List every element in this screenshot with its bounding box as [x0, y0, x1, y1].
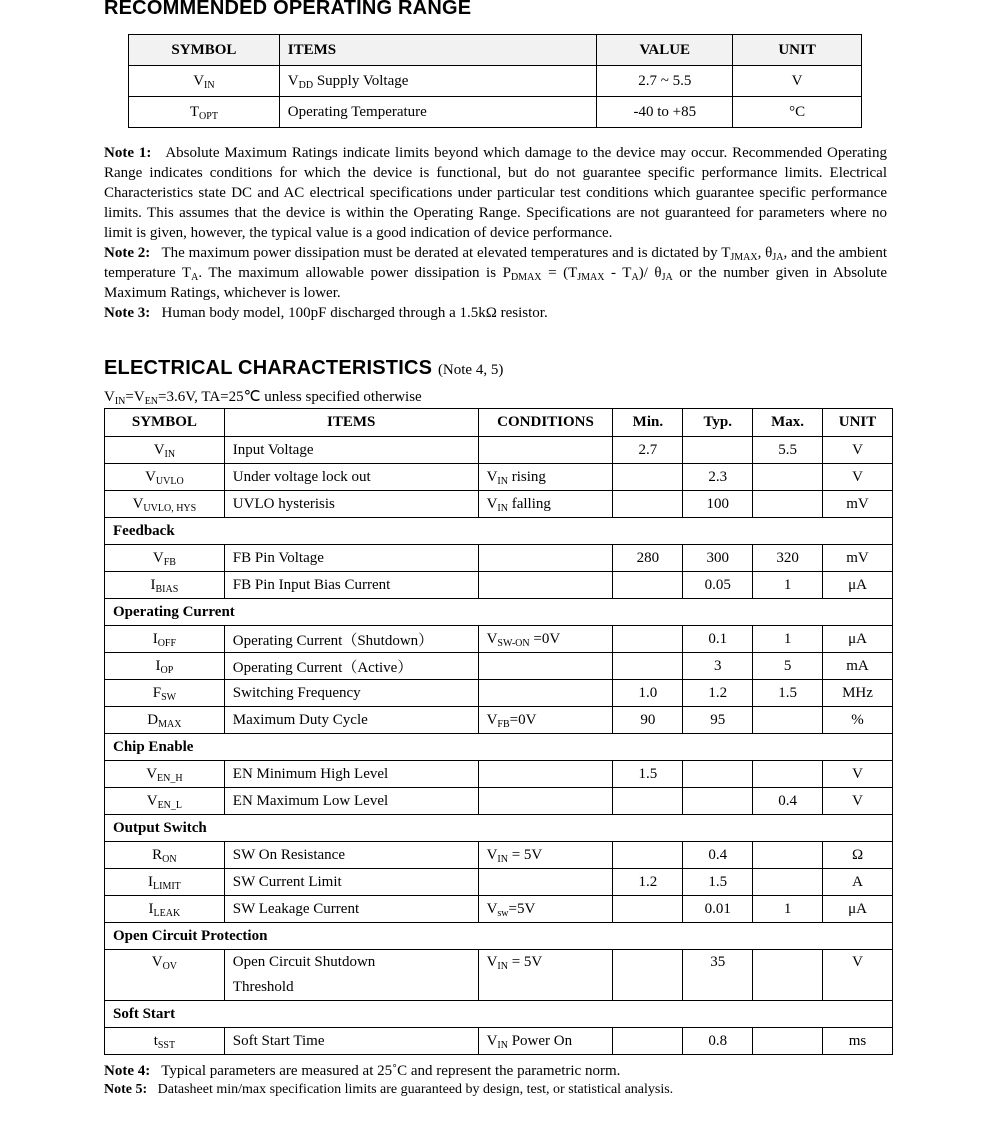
elec-header-conditions: CONDITIONS — [478, 409, 613, 437]
spec-row — [105, 1028, 893, 1055]
rec-symbol: $V_{IN}$ — [129, 66, 280, 97]
spec-unit: μA — [823, 572, 893, 599]
section-title: Chip Enable — [105, 734, 893, 761]
spec-row — [105, 653, 893, 680]
spec-symbol: $F_{SW}$ — [105, 680, 225, 707]
note-5: Note 5: Datasheet min/max specification limits are guaranteed by design, test, or statistical analysis. — [104, 1082, 674, 1097]
spec-item: Under voltage lock out — [224, 464, 478, 491]
rec-table — [128, 34, 862, 128]
spec-typ: 1.5 — [683, 869, 753, 896]
spec-condition — [478, 653, 613, 680]
spec-max — [753, 842, 823, 869]
spec-symbol: $V_{EN\_L}$ — [105, 788, 225, 815]
rec-header-value: VALUE — [597, 35, 733, 66]
section-title: Soft Start — [105, 1001, 893, 1028]
spec-typ: 35 — [683, 950, 753, 1001]
spec-item: Maximum Duty Cycle — [224, 707, 478, 734]
spec-row — [105, 491, 893, 518]
spec-row — [105, 572, 893, 599]
spec-typ: 100 — [683, 491, 753, 518]
rec-header-items: ITEMS — [279, 35, 597, 66]
section-title: Open Circuit Protection — [105, 923, 893, 950]
spec-unit: mA — [823, 653, 893, 680]
rec-item: $V_{DD}$ Supply Voltage — [279, 66, 597, 97]
spec-typ: 0.8 — [683, 1028, 753, 1055]
elec-header-items: ITEMS — [224, 409, 478, 437]
spec-min — [613, 842, 683, 869]
spec-max: 5 — [753, 653, 823, 680]
spec-max: 320 — [753, 545, 823, 572]
spec-symbol: $I_{OFF}$ — [105, 626, 225, 653]
spec-unit: V — [823, 950, 893, 1001]
rec-item: Operating Temperature — [279, 97, 597, 128]
spec-min — [613, 491, 683, 518]
spec-symbol: $I_{OP}$ — [105, 653, 225, 680]
footnotes — [104, 1063, 673, 1098]
spec-row — [105, 896, 893, 923]
rec-value: -40 to +85 — [597, 97, 733, 128]
spec-symbol: $V_{IN}$ — [105, 437, 225, 464]
elec-heading-note: (Note 4, 5) — [437, 362, 504, 378]
spec-max — [753, 1028, 823, 1055]
spec-symbol: $I_{LIMIT}$ — [105, 869, 225, 896]
spec-min: 1.2 — [613, 869, 683, 896]
spec-item: Switching Frequency — [224, 680, 478, 707]
spec-item: Open Circuit Shutdown Threshold — [224, 950, 478, 1001]
spec-item: FB Pin Input Bias Current — [224, 572, 478, 599]
section-row — [105, 599, 893, 626]
elec-header-max: Max. — [753, 409, 823, 437]
rec-header-unit: UNIT — [733, 35, 862, 66]
spec-unit: V — [823, 464, 893, 491]
spec-unit: ms — [823, 1028, 893, 1055]
spec-typ: 3 — [683, 653, 753, 680]
spec-min — [613, 464, 683, 491]
section-row — [105, 734, 893, 761]
elec-heading: ELECTRICAL CHARACTERISTICS (Note 4, 5) — [104, 357, 504, 379]
spec-condition — [478, 869, 613, 896]
spec-typ: 2.3 — [683, 464, 753, 491]
section-row — [105, 518, 893, 545]
note-3: Note 3: Human body model, 100pF discharged through a 1.5kΩ resistor. — [104, 305, 548, 321]
spec-typ: 300 — [683, 545, 753, 572]
spec-max: 1 — [753, 572, 823, 599]
note-label: Note 3: — [104, 305, 151, 321]
spec-item: SW Leakage Current — [224, 896, 478, 923]
spec-min — [613, 572, 683, 599]
spec-item: UVLO hysterisis — [224, 491, 478, 518]
spec-row — [105, 788, 893, 815]
spec-typ: 1.2 — [683, 680, 753, 707]
spec-min — [613, 1028, 683, 1055]
spec-typ — [683, 761, 753, 788]
spec-symbol: $t_{SST}$ — [105, 1028, 225, 1055]
spec-condition — [478, 680, 613, 707]
spec-unit: V — [823, 761, 893, 788]
spec-row — [105, 437, 893, 464]
section-row — [105, 923, 893, 950]
section-title: Output Switch — [105, 815, 893, 842]
spec-condition — [478, 788, 613, 815]
section-title: Operating Current — [105, 599, 893, 626]
rec-header-symbol: SYMBOL — [129, 35, 280, 66]
elec-header-row — [105, 409, 893, 437]
spec-item: Operating Current（Active） — [224, 653, 478, 680]
spec-symbol: $V_{OV}$ — [105, 950, 225, 1001]
rec-heading: RECOMMENDED OPERATING RANGE — [104, 0, 472, 19]
note-2: Note 2: The maximum power dissipation must be derated at elevated temperatures and is dictated by $T_{JMAX}$, $\theta_{JA}$, and the ambient temperature $T_A$. The maximum allowable power dissipation is $P_{DMAX} = (T_{JMAX} - T_A)/$ $\theta_{JA}$ or the number given in Absolute Maximum Ratings, whichever is lower. — [104, 245, 888, 301]
note-1: Note 1: Absolute Maximum Ratings indicate limits beyond which damage to the device may occur. Recommended Operating Range indicates conditions for which the device is functional, but do not guarantee specific performance limits. Electrical Characteristics state DC and AC electrical specifications under particular test conditions which guarantee specific performance limits. This assumes that the device is within the Operating Range. Specifications are not guaranteed for parameters where no limit is given, however, the typical value is a good indication of device performance. — [104, 145, 887, 241]
spec-symbol: $V_{UVLO}$ — [105, 464, 225, 491]
rec-unit: V — [733, 66, 862, 97]
rec-value: 2.7 ~ 5.5 — [597, 66, 733, 97]
rec-header-row — [129, 35, 862, 66]
spec-min: 1.5 — [613, 761, 683, 788]
spec-max — [753, 761, 823, 788]
spec-item: SW On Resistance — [224, 842, 478, 869]
notes-block — [104, 143, 887, 323]
spec-item: EN Maximum Low Level — [224, 788, 478, 815]
spec-row — [105, 761, 893, 788]
elec-header-typ: Typ. — [683, 409, 753, 437]
spec-max: 1 — [753, 626, 823, 653]
spec-row — [105, 950, 893, 1001]
spec-unit: mV — [823, 491, 893, 518]
spec-typ: 0.05 — [683, 572, 753, 599]
spec-symbol: $R_{ON}$ — [105, 842, 225, 869]
spec-unit: μA — [823, 626, 893, 653]
spec-max: 1.5 — [753, 680, 823, 707]
section-title: Feedback — [105, 518, 893, 545]
elec-table — [104, 408, 893, 1055]
spec-condition — [478, 545, 613, 572]
spec-condition: $V_{IN}$ falling — [478, 491, 613, 518]
spec-item: FB Pin Voltage — [224, 545, 478, 572]
spec-condition — [478, 572, 613, 599]
spec-max — [753, 491, 823, 518]
spec-max: 1 — [753, 896, 823, 923]
spec-max: 0.4 — [753, 788, 823, 815]
spec-condition: $V_{FB}=0V$ — [478, 707, 613, 734]
rec-row — [129, 97, 862, 128]
spec-item: SW Current Limit — [224, 869, 478, 896]
spec-unit: V — [823, 788, 893, 815]
spec-min: 1.0 — [613, 680, 683, 707]
spec-symbol: $V_{UVLO, HYS}$ — [105, 491, 225, 518]
elec-header-unit: UNIT — [823, 409, 893, 437]
spec-min: 280 — [613, 545, 683, 572]
spec-max — [753, 707, 823, 734]
rec-row — [129, 66, 862, 97]
note-label: Note 1: — [104, 145, 152, 161]
spec-condition: $V_{SW-ON} =0V$ — [478, 626, 613, 653]
test-conditions: $V_{IN}=V_{EN}=3.6V$, TA=25℃ unless specified otherwise — [104, 389, 422, 407]
spec-typ — [683, 788, 753, 815]
spec-symbol: $V_{EN\_H}$ — [105, 761, 225, 788]
spec-condition: $V_{sw}=5V$ — [478, 896, 613, 923]
note-label: Note 2: — [104, 245, 151, 261]
spec-min — [613, 896, 683, 923]
spec-item: EN Minimum High Level — [224, 761, 478, 788]
spec-item: Input Voltage — [224, 437, 478, 464]
spec-min — [613, 950, 683, 1001]
spec-item: Soft Start Time — [224, 1028, 478, 1055]
spec-max — [753, 464, 823, 491]
note-label: Note 4: — [104, 1063, 151, 1079]
spec-row — [105, 869, 893, 896]
spec-condition — [478, 761, 613, 788]
spec-typ: 95 — [683, 707, 753, 734]
spec-row — [105, 464, 893, 491]
spec-min: 90 — [613, 707, 683, 734]
elec-header-min: Min. — [613, 409, 683, 437]
spec-symbol: $V_{FB}$ — [105, 545, 225, 572]
section-row — [105, 1001, 893, 1028]
spec-min — [613, 653, 683, 680]
spec-row — [105, 680, 893, 707]
spec-max: 5.5 — [753, 437, 823, 464]
spec-max — [753, 950, 823, 1001]
rec-unit: °C — [733, 97, 862, 128]
elec-body — [105, 437, 893, 1055]
spec-symbol: $D_{MAX}$ — [105, 707, 225, 734]
spec-unit: MHz — [823, 680, 893, 707]
note-label: Note 5: — [104, 1082, 148, 1097]
spec-condition: $V_{IN} = 5V$ — [478, 842, 613, 869]
spec-condition: $V_{IN}$ rising — [478, 464, 613, 491]
spec-symbol: $I_{BIAS}$ — [105, 572, 225, 599]
spec-unit: mV — [823, 545, 893, 572]
rec-symbol: $T_{OPT}$ — [129, 97, 280, 128]
spec-symbol: $I_{LEAK}$ — [105, 896, 225, 923]
spec-typ: 0.4 — [683, 842, 753, 869]
spec-typ: 0.1 — [683, 626, 753, 653]
spec-unit: Ω — [823, 842, 893, 869]
spec-row — [105, 626, 893, 653]
spec-unit: V — [823, 437, 893, 464]
spec-condition: $V_{IN}$ Power On — [478, 1028, 613, 1055]
spec-condition — [478, 437, 613, 464]
spec-min — [613, 626, 683, 653]
spec-item: Operating Current（Shutdown） — [224, 626, 478, 653]
spec-unit: μA — [823, 896, 893, 923]
spec-min — [613, 788, 683, 815]
spec-unit: % — [823, 707, 893, 734]
section-row — [105, 815, 893, 842]
spec-row — [105, 842, 893, 869]
spec-unit: A — [823, 869, 893, 896]
spec-row — [105, 707, 893, 734]
spec-min: 2.7 — [613, 437, 683, 464]
elec-header-symbol: SYMBOL — [105, 409, 225, 437]
spec-max — [753, 869, 823, 896]
note-4: Note 4: Typical parameters are measured at 25˚C and represent the parametric norm. — [104, 1063, 621, 1079]
spec-typ: 0.01 — [683, 896, 753, 923]
spec-row — [105, 545, 893, 572]
spec-typ — [683, 437, 753, 464]
spec-condition: $V_{IN} = 5V$ — [478, 950, 613, 1001]
